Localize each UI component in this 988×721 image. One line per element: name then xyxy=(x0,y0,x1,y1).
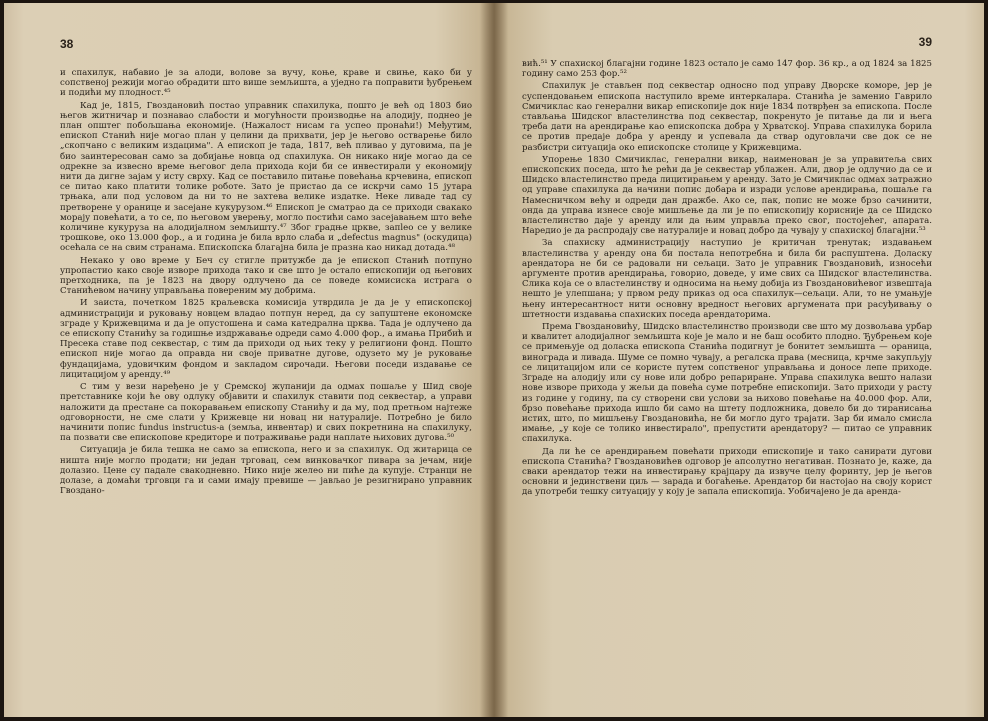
paragraph: Упорење 1830 Смичиклас, генерални викар, наименован је за управитеља свих епископских поседа, што ће рећи да је секвестар ублажен. Али, двор је одлучио да се и Шидско властелинство преда лицитирањем у аренду. Зато је Смичиклас одмах затражио од управе спахилука да начини попис добара и изради услове арендирања, пошаље га Намесничком већу и одреди дан дражбе. Ако се, пак, попис не може брзо сачинити, онда да управа изнесе своје мишљење да ли је по епископију корисније да се Шидско властелинство даје у аренду или да њим управља преко свог, постојећег, апарата. Наредио је да распродају све натуралије и новац добро да чувају у спахиској благајни.⁵³ xyxy=(522,154,932,237)
paragraph: и спахилук, набавио је за алоди, волове за вучу, коње, краве и свиње, како би у сопственој режији могао обрадити што више земљишта, а уједно га поправити ђубрењем и подићи му плодност.⁴⁵ xyxy=(60,68,472,99)
gutter-shadow-right xyxy=(494,3,508,717)
paragraph: С тим у вези наређено је у Сремској жупанији да одмах пошаље у Шид своје претставнике који ће ову одлуку објавити и спахилук ставити под секвестар, а управи наложити да престане са покоравањем епископу Станићу и да му, под претњом најтеже одговорности, не сме слати у Крижевце ни новац ни натуралије. Потребно је било начинити попис fundus instructus-а (земља, инвентар) и свих покретнина на спахилуку, па позвати све епископове кредиторе и потраживање ради наплате њихових дугова.⁵⁰ xyxy=(60,382,472,444)
paragraph: Ситуација је била тешка не само за епископа, него и за спахилук. Од житарица се ништа није могло продати; ни један трговац, сем винковачког пивара за јечам, није долазио. Цене су падале свакодневно. Нико није желео ни пиће да купује. Странци не долазе, а домаћи трговци га и сами имају превише — јављао је резигнирано управник Гвоздано- xyxy=(60,445,472,497)
book-spread xyxy=(4,3,984,717)
paragraph: Према Гвоздановићу, Шидско властелинство производи све што му дозвољава урбар и квалитет алодијалног земљишта које је мало и не баш особито плодно. Ђубрењем које се примењује од доласка епископа Станића подигнут је бонитет земљишта — ораница, винограда и ливада. Шуме се помно чувају, а регалска права (месница, крчме закупљују се лицитацијом или се користе путем сопственог управљања и доносе лепе приходе. Зграде на алодију или су нове или добро репариране. Управа спахилука вешто налази нове изворе прихода у жељи да повећа суме потребне епископији. Зато приходи у расту из године у годину, па су створени сви услови за њихово повећање на 40.000 фор. Али, брзо повећање прихода ишло би само на штету подложника, довело би до тиранисања истих, што, по мишљењу Гвоздановића, не би могло дуго трајати. Зар би имало смисла имање, „у које се толико инвестирало", препустити арендатору? — питао се управник спахилука. xyxy=(522,322,932,445)
paragraph: Да ли ће се арендирањем повећати приходи епископије и тако санирати дугови епископа Станића? Гвоздановићев одговор је апсолутно негативан. Познато је, каже, да сваки арендатор тежи на инвестирању крајцару да извуче целу форинту, јер је његов основни и јединствени циљ — зарада и богаћење. Арендатор би настојао на своју корист да употреби тешку ситуацију у коју је запала епископија. Уобичајено је да аренда- xyxy=(522,446,932,498)
gutter-shadow-left xyxy=(480,3,494,717)
right-page xyxy=(494,3,984,717)
paragraph: Кад је, 1815, Гвоздановић постао управник спахилука, пошто је већ од 1803 био његов житничар и познавао слабости и могућности производње на алодију, поднео је план општег побољшања економије. (Нажалост нисам га успео пронаћи!) Међутим, епископ Станић није могао план у целини да прихвати, јер је његово остварење било „скопчано с великим издацима". А епископ је тада, 1817, већ пливао у дуговима, па је био заинтересован само за добијање новца од спахилука. Он никако није могао да се одрекне за извесно време његовог дела прихода који би се инвестирали у економију нити да дигне зајам у исту сврху. Кад се поставило питање повећања крчевина, епископ се питао како платити толике роботе. Зато је пристао да се искрчи само 15 јутара трњака, али под условом да ни то не захтева велике издатке. Неке ливаде тад су претворене у оранице и засејане кукурузом.⁴⁶ Епископ је сматрао да се приходи свакако морају повећати, а то се, по његовом уверењу, могло постићи само засејавањем што веће количине кукуруза на алодијалном земљишту.⁴⁷ Због градње цркве, запleo се у велике трошкове, око 13.000 фор., а и година је била врло слаба и „defectus magnus" (оскудица) осећала се на свим странама. Епископска благајна била је празна као никад дотада.⁴⁸ xyxy=(60,100,472,254)
page-number-left: 38 xyxy=(60,37,74,51)
left-text-column xyxy=(60,68,472,496)
right-text-column xyxy=(522,59,932,498)
left-page xyxy=(4,3,494,717)
paragraph: вић.⁵¹ У спахиској благајни године 1823 остало је само 147 фор. 36 кр., а од 1824 за 1825 годину само 253 фор.⁵² xyxy=(522,59,932,80)
paragraph: И заиста, почетком 1825 краљевска комисија утврдила је да је у епископској администрацији и руковању новцем владао потпун неред, да су запуштене економске зграде у Крижевцима и да је опустошена и сама катедрална црква. Тада је одлучено да се епископу Станићу за годишње издржавање одреди само 4.000 фор., а имања Прибић и Пресека ставе под секвестар, с тим да приходи од њих теку у религиони фонд. Пошто епископ није могао да оправда ни своје приватне дугове, одузето му је руковање фундацијама, удовичким фондом и закладом сирочади. Његови поседи издавање се лицитацијом у аренду.⁴⁹ xyxy=(60,298,472,380)
page-number-right: 39 xyxy=(918,35,932,49)
paragraph: За спахиску администрацију наступио је критичан тренутак; издавањем властелинства у аренду она би постала непотребна и била би распуштена. Доласку арендатора не би се радовали ни сељаци. Зато је управник Гвоздановић, износећи аргументе против арендирања, говорио, доведе, у име свих са Шидског властелинства. Слика која се о властелинству и односима на њему добија из Гвоздановићевог извештаја нешто је улепшана; у првом реду приказ од оса спахилук—сељаци. Али, то не умањује њену интересантност нити основну вредност његових аргумената при расуђивању о штетности издавања спахиских поседа арендаторима. xyxy=(522,238,932,320)
paragraph: Некако у ово време у Беч су стигле притужбе да је епископ Станић потпуно упропастио како своје изворе прихода тако и све што је остало епископији од његових претходника, па је 1823 на двору одлучено да се поведе комисиска истрага о Станићевом начину управљања повереним му добрима. xyxy=(60,255,472,297)
paragraph: Спахилук је стављен под секвестар односно под управу Дворске коморе, јер је суспендовањем епископа наступило време интеркалара. Станића је заменио Гаврило Смичиклас као генерални викар епископије док није 1834 потврђен за епископа. После стављања Шидског властелинства под секвестар, покренуто је питање да ли и њега треба дати на арендирање као епископска добра у Хрватској. Управа спахилука борила се против предаје добра у аренду и успевала да ствар одуговлачи све док се не разбистри ситуација око епископске столице у Крижевцима. xyxy=(522,81,932,153)
